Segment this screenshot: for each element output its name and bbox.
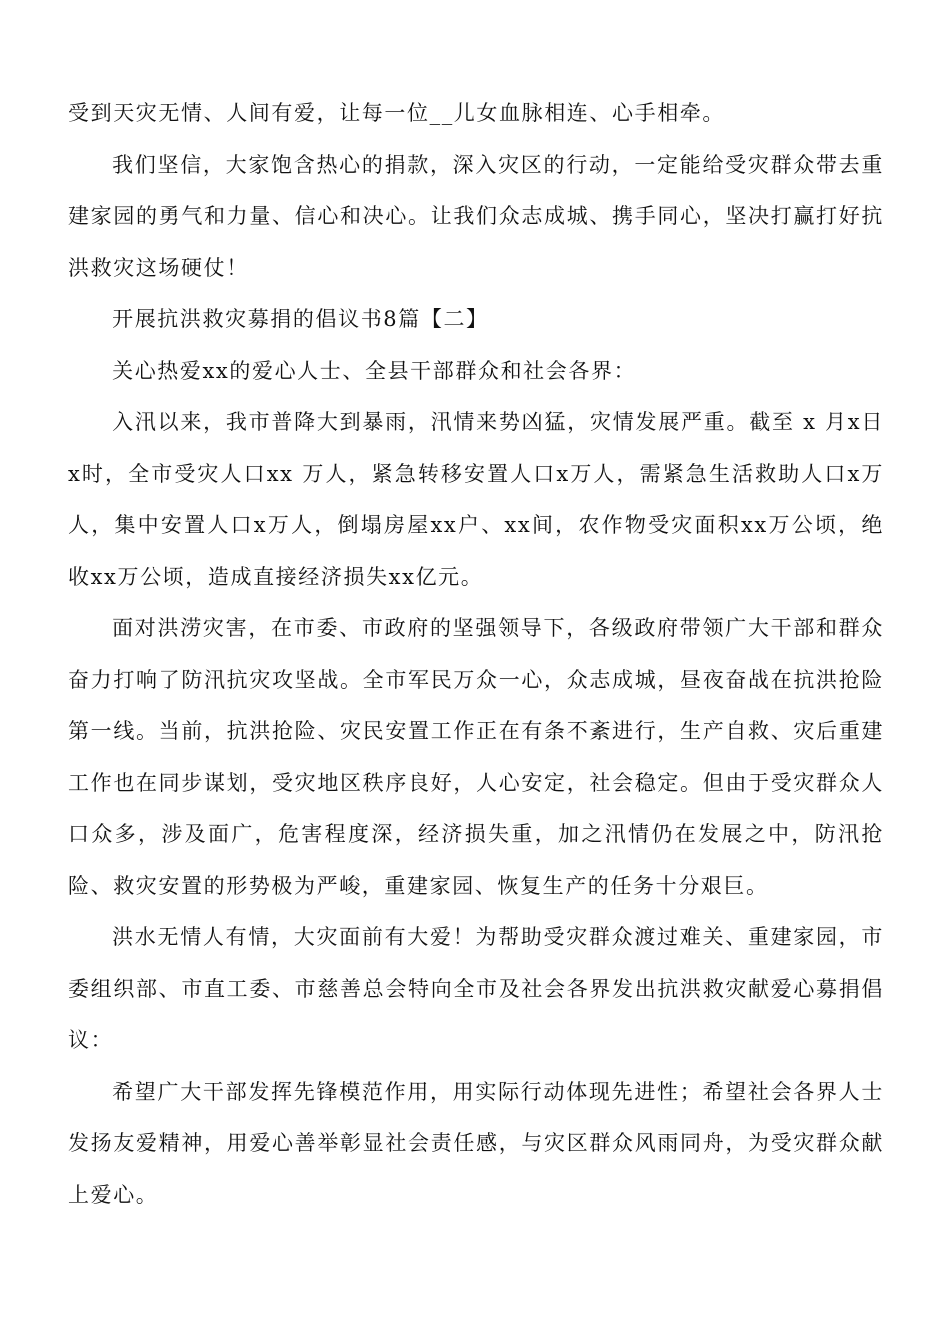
document-body	[68, 88, 884, 1221]
paragraph-confidence: 我们坚信，大家饱含热心的捐款，深入灾区的行动，一定能给受灾群众带去重建家园的勇气和力量、信心和决心。让我们众志成城、携手同心，坚决打赢打好抗洪救灾这场硬仗！	[68, 152, 884, 280]
paragraph-flood-response: 面对洪涝灾害，在市委、市政府的坚强领导下，各级政府带领广大干部和群众奋力打响了防汛抗灾攻坚战。全市军民万众一心，众志成城，昼夜奋战在抗洪抢险第一线。当前，抗洪抢险、灾民安置工作正在有条不紊进行，生产自救、灾后重建工作也在同步谋划，受灾地区秩序良好，人心安定，社会稳定。但由于受灾群众人口众多，涉及面广，危害程度深，经济损失重，加之汛情仍在发展之中，防汛抢险、救灾安置的形势极为严峻，重建家园、恢复生产的任务十分艰巨。	[68, 616, 884, 898]
paragraph-appeal: 洪水无情人有情，大灾面前有大爱！为帮助受灾群众渡过难关、重建家园，市委组织部、市直工委、市慈善总会特向全市及社会各界发出抗洪救灾献爱心募捐倡议：	[68, 925, 884, 1052]
paragraph-continuation: 受到天灾无情、人间有爱，让每一位__儿女血脉相连、心手相牵。	[68, 101, 725, 125]
paragraph-disaster-situation: 入汛以来，我市普降大到暴雨，汛情来势凶猛，灾情发展严重。截至 x 月x日x时，全市受灾人口xx 万人，紧急转移安置人口x万人，需紧急生活救助人口x万人，集中安置人口x万人，倒塌房屋xx户、xx间，农作物受灾面积xx万公顷，绝收xx万公顷，造成直接经济损失xx亿元。	[68, 410, 884, 589]
salutation: 关心热爱xx的爱心人士、全县干部群众和社会各界：	[112, 358, 637, 383]
section-heading: 开展抗洪救灾募捐的倡议书8篇【二】	[112, 307, 489, 331]
paragraph-hope: 希望广大干部发挥先锋模范作用，用实际行动体现先进性；希望社会各界人士发扬友爱精神，用爱心善举彰显社会责任感，与灾区群众风雨同舟，为受灾群众献上爱心。	[68, 1079, 884, 1207]
